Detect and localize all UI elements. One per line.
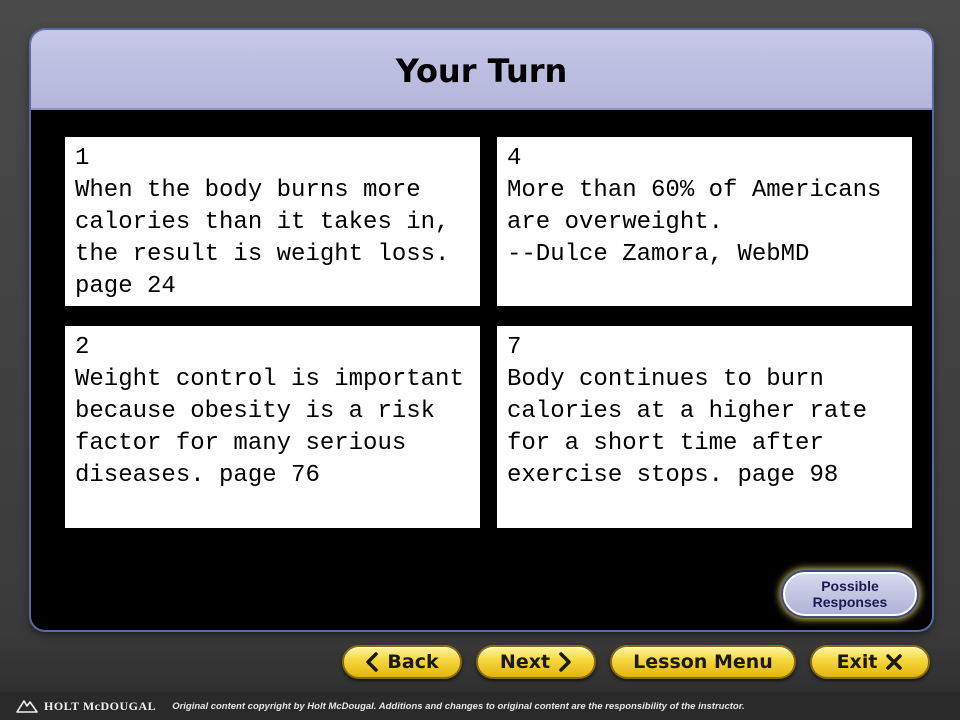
card-number: 2	[75, 334, 90, 361]
holt-mcdougal-logo-icon	[16, 698, 38, 714]
possible-responses-line2: Responses	[812, 594, 888, 610]
lesson-menu-button[interactable]	[610, 645, 796, 679]
card-number: 4	[507, 145, 522, 172]
card-number: 7	[507, 334, 522, 361]
exit-button[interactable]	[810, 645, 930, 679]
card-text: Weight control is important because obesity is a risk factor for many serious diseases. page 76	[75, 366, 479, 489]
close-icon	[885, 653, 903, 671]
card-text: More than 60% of Americans are overweight. --Dulce Zamora, WebMD	[507, 177, 882, 268]
response-card-1	[65, 137, 480, 306]
response-card-7	[497, 326, 912, 528]
back-button[interactable]	[342, 645, 462, 679]
chevron-right-icon	[558, 652, 572, 672]
copyright-notice: Original content copyright by Holt McDougal. Additions and changes to original content are the responsibility of the instructor.	[172, 700, 745, 712]
exit-label: Exit	[836, 651, 878, 673]
card-number: 1	[75, 145, 90, 172]
response-card-2	[65, 326, 480, 528]
page-title: Your Turn	[395, 52, 568, 90]
slide-header	[31, 30, 932, 110]
possible-responses-button[interactable]	[783, 572, 917, 616]
slide-frame	[31, 30, 932, 630]
back-label: Back	[387, 651, 439, 673]
lesson-menu-label: Lesson Menu	[633, 651, 773, 673]
footer-bar	[0, 692, 960, 720]
next-label: Next	[499, 651, 551, 673]
chevron-left-icon	[365, 652, 379, 672]
card-text: When the body burns more calories than it takes in, the result is weight loss. page 24	[75, 177, 464, 300]
publisher-logo-text: HOLT McDOUGAL	[44, 698, 157, 713]
next-button[interactable]	[476, 645, 596, 679]
card-text: Body continues to burn calories at a higher rate for a short time after exercise stops. page 98	[507, 366, 882, 489]
response-card-4	[497, 137, 912, 306]
possible-responses-line1: Possible	[821, 578, 879, 594]
